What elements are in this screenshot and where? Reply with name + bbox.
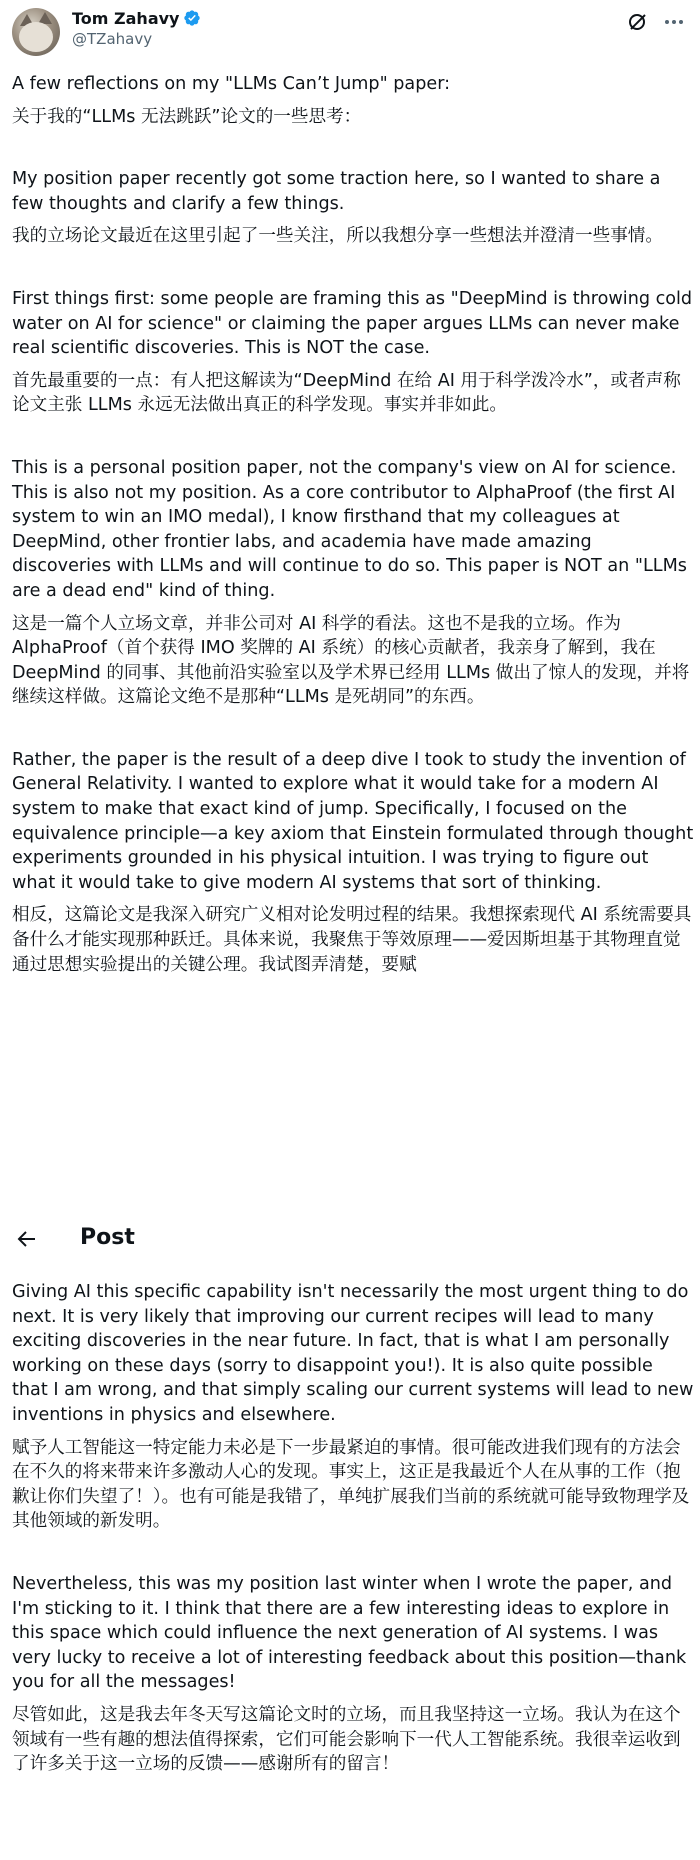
paragraph-zh: 我的立场论文最近在这里引起了一些关注，所以我想分享一些想法并澄清一些事情。 [12,226,663,247]
paragraph-zh: 首先最重要的一点：有人把这解读为“DeepMind 在给 AI 用于科学泼冷水”，或者声称论文主张 LLMs 永远无法做出真正的科学发现。事实并非如此。 [12,370,681,416]
paragraph-zh: 尽管如此，这是我去年冬天写这篇论文时的立场，而且我坚持这一立场。我认为在这个领域有一些有趣的想法值得探索，它们可能会影响下一代人工智能系统。我很幸运收到了许多关于这一立场的反馈——感谢所有的留言！ [12,1704,681,1775]
back-arrow-icon[interactable] [14,1227,38,1251]
paragraph-en: Giving AI this specific capability isn't necessarily the most urgent thing to do next. It is very likely that improving our current recipes will lead to many exciting discoveries in the near future. In fact, that is what I am personally working on these days (sorry to disappoint you!). It is also quite possible that I am wrong, and that simply scaling our current systems will lead to new inventions in physics and elsewhere. [12,1282,694,1425]
author-name[interactable]: Tom Zahavy [72,8,180,28]
grok-icon[interactable] [626,10,650,34]
paragraph-zh: 这是一篇个人立场文章，并非公司对 AI 科学的看法。这也不是我的立场。作为 AlphaProof（首个获得 IMO 奖牌的 AI 系统）的核心贡献者，我亲身了解到，我在 DeepMind 的同事、其他前沿实验室以及学术界已经用 LLMs 做出了惊人的发现，并将继续这样做。这篇论文绝不是那种“LLMs 是死胡同”的东西。 [12,613,690,708]
paragraph-en: A few reflections on my "LLMs Can’t Jump" paper: [12,74,451,94]
paragraph-en: My position paper recently got some traction here, so I wanted to share a few thoughts and clarify a few things. [12,169,661,214]
paragraph-en: Nevertheless, this was my position last winter when I wrote the paper, and I'm sticking to it. I think that there are a few interesting ideas to explore in this space which could influence the next generation of AI systems. I was very lucky to receive a lot of interesting feedback about this position—thank you for all the messages! [12,1573,687,1693]
avatar[interactable] [12,8,60,56]
tweet-header [0,0,700,62]
verified-badge-icon [183,9,201,27]
paragraph-en: First things first: some people are framing this as "DeepMind is throwing cold water on AI for science" or claiming the paper argues LLMs can never make real scientific discoveries. This is NOT the case. [12,288,693,359]
tweet-body-bottom [12,1270,694,1777]
more-icon[interactable] [662,10,686,34]
author-name-row[interactable] [72,6,201,30]
author-handle[interactable]: @TZahavy [72,30,153,48]
paragraph-zh: 关于我的“LLMs 无法跳跃”论文的一些思考： [12,106,362,127]
page-title: Post [80,1225,135,1250]
paragraph-zh: 赋予人工智能这一特定能力未必是下一步最紧迫的事情。很可能改进我们现有的方法会在不久的将来带来许多激动人心的发现。事实上，这正是我最近个人在从事的工作（抱歉让你们失望了！）。也有可能是我错了，单纯扩展我们当前的系统就可能导致物理学及其他领域的新发明。 [12,1437,690,1532]
tweet-body-top [12,56,694,977]
paragraph-en: Rather, the paper is the result of a deep dive I took to study the invention of General Relativity. I wanted to explore what it would take for a modern AI system to make that exact kind of jump. Specifically, I focused on the equivalence principle—a key axiom that Einstein formulated through thought experiments grounded in his physical intuition. I was trying to figure out what it would take to give modern AI systems that sort of thinking. [12,749,694,893]
paragraph-zh: 相反，这篇论文是我深入研究广义相对论发明过程的结果。我想探索现代 AI 系统需要具备什么才能实现那种跃迁。具体来说，我聚焦于等效原理——爱因斯坦基于其物理直觉通过思想实验提出的关键公理。我试图弄清楚，要赋 [12,905,692,975]
paragraph-en: This is a personal position paper, not the company's view on AI for science. This is also not my position. As a core contributor to AlphaProof (the first AI system to win an IMO medal), I know firsthand that my colleagues at DeepMind, other frontier labs, and academia have made amazing discoveries with LLMs and will continue to do so. This paper is NOT an "LLMs are a dead end" kind of thing. [12,457,687,601]
post-subnav [0,1212,700,1268]
